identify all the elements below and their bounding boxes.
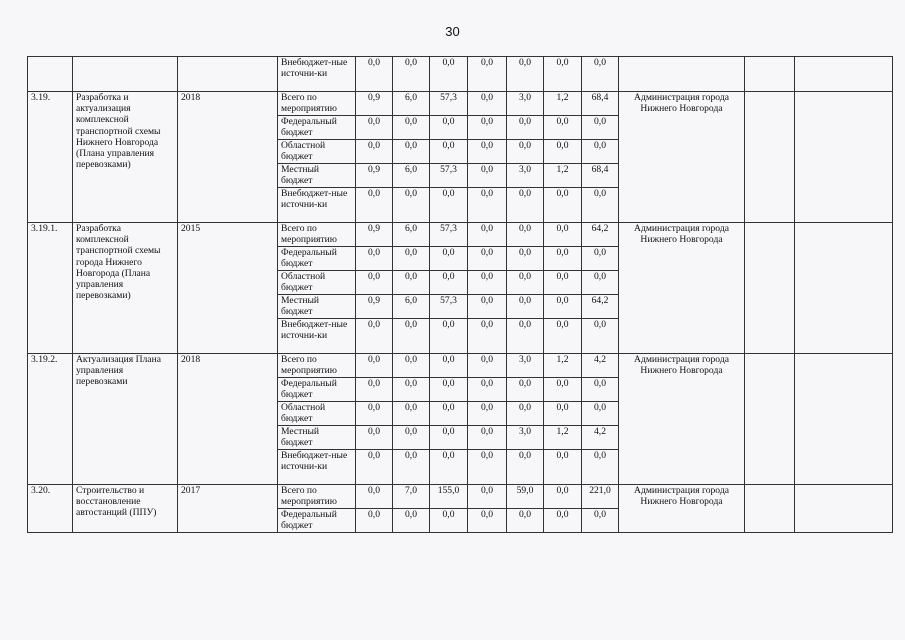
value-cell: 0,0 [430, 116, 468, 140]
value-cell: 0,0 [468, 164, 507, 188]
value-cell: 3,0 [507, 354, 544, 378]
value-cell: 0,0 [468, 92, 507, 116]
value-cell: 3,0 [507, 92, 544, 116]
value-cell: 7,0 [393, 485, 430, 509]
value-cell: 57,3 [430, 92, 468, 116]
value-cell: 57,3 [430, 223, 468, 247]
value-cell: 0,0 [430, 140, 468, 164]
value-cell: 0,0 [430, 426, 468, 450]
value-cell: 0,0 [356, 450, 393, 485]
value-cell: 4,2 [582, 426, 619, 450]
value-cell: 0,0 [582, 116, 619, 140]
empty-cell [795, 485, 893, 533]
value-cell: 0,0 [356, 426, 393, 450]
value-cell: 0,0 [468, 402, 507, 426]
value-cell: 3,0 [507, 164, 544, 188]
value-cell: 0,0 [544, 319, 582, 354]
value-cell: 0,0 [544, 402, 582, 426]
value-cell: 0,0 [582, 57, 619, 92]
value-cell: 155,0 [430, 485, 468, 509]
table-row [28, 57, 893, 92]
value-cell: 0,0 [393, 319, 430, 354]
value-cell: 0,0 [393, 57, 430, 92]
responsible-executor: Администрация города Нижнего Новгорода [619, 485, 745, 533]
value-cell: 0,0 [430, 509, 468, 533]
value-cell: 0,9 [356, 164, 393, 188]
value-cell: 0,0 [507, 188, 544, 223]
value-cell: 1,2 [544, 92, 582, 116]
funding-source: Федеральный бюджет [278, 509, 356, 533]
value-cell: 0,0 [356, 116, 393, 140]
value-cell: 0,0 [393, 188, 430, 223]
empty-cell [745, 485, 795, 533]
value-cell: 57,3 [430, 295, 468, 319]
item-year: 2015 [178, 223, 278, 354]
funding-source: Областной бюджет [278, 140, 356, 164]
value-cell: 0,0 [356, 378, 393, 402]
funding-source: Федеральный бюджет [278, 247, 356, 271]
value-cell: 0,0 [393, 378, 430, 402]
funding-source: Федеральный бюджет [278, 116, 356, 140]
funding-source: Всего по мероприятию [278, 223, 356, 247]
funding-source: Федеральный бюджет [278, 378, 356, 402]
table-row [28, 92, 893, 116]
funding-source: Внебюджет-ные источни-ки [278, 450, 356, 485]
value-cell: 6,0 [393, 92, 430, 116]
funding-source: Всего по мероприятию [278, 354, 356, 378]
value-cell: 0,0 [582, 402, 619, 426]
responsible-executor: Администрация города Нижнего Новгорода [619, 354, 745, 485]
value-cell: 6,0 [393, 164, 430, 188]
value-cell: 0,0 [356, 354, 393, 378]
value-cell: 0,0 [393, 354, 430, 378]
value-cell: 68,4 [582, 164, 619, 188]
value-cell: 0,0 [393, 271, 430, 295]
value-cell: 0,0 [507, 271, 544, 295]
value-cell: 0,0 [468, 140, 507, 164]
empty-cell [745, 223, 795, 354]
value-cell: 0,0 [393, 116, 430, 140]
empty-cell [795, 223, 893, 354]
value-cell: 0,0 [468, 271, 507, 295]
funding-source: Всего по мероприятию [278, 485, 356, 509]
value-cell: 0,0 [507, 402, 544, 426]
funding-source: Внебюджет-ные источни-ки [278, 57, 356, 92]
item-code: 3.19.1. [28, 223, 73, 354]
value-cell: 0,0 [468, 509, 507, 533]
value-cell: 0,0 [393, 450, 430, 485]
value-cell: 0,0 [582, 188, 619, 223]
value-cell: 0,0 [507, 295, 544, 319]
value-cell: 0,0 [544, 485, 582, 509]
value-cell: 0,0 [507, 509, 544, 533]
value-cell: 0,0 [430, 402, 468, 426]
item-year [178, 57, 278, 92]
value-cell: 0,0 [544, 116, 582, 140]
value-cell: 0,0 [544, 140, 582, 164]
value-cell: 0,0 [468, 295, 507, 319]
value-cell: 0,0 [507, 223, 544, 247]
table-row [28, 485, 893, 509]
value-cell: 1,2 [544, 164, 582, 188]
empty-cell [795, 354, 893, 485]
value-cell: 0,0 [430, 247, 468, 271]
value-cell: 0,0 [582, 378, 619, 402]
funding-source: Всего по мероприятию [278, 92, 356, 116]
value-cell: 0,0 [544, 450, 582, 485]
value-cell: 0,0 [356, 271, 393, 295]
table-row [28, 354, 893, 378]
value-cell: 0,0 [544, 295, 582, 319]
value-cell: 0,0 [544, 271, 582, 295]
value-cell: 0,0 [544, 378, 582, 402]
value-cell: 0,0 [544, 247, 582, 271]
value-cell: 0,0 [356, 402, 393, 426]
empty-cell [745, 57, 795, 92]
funding-source: Областной бюджет [278, 402, 356, 426]
value-cell: 0,0 [468, 188, 507, 223]
value-cell: 0,0 [582, 140, 619, 164]
value-cell: 0,0 [393, 426, 430, 450]
value-cell: 0,0 [468, 378, 507, 402]
value-cell: 0,0 [430, 188, 468, 223]
item-name: Актуализация Плана управления перевозками [73, 354, 178, 485]
item-year: 2018 [178, 92, 278, 223]
value-cell: 3,0 [507, 426, 544, 450]
value-cell: 0,0 [393, 509, 430, 533]
page-number: 30 [445, 24, 460, 39]
value-cell: 0,0 [430, 378, 468, 402]
value-cell: 0,0 [582, 319, 619, 354]
value-cell: 0,0 [356, 485, 393, 509]
value-cell: 0,0 [468, 57, 507, 92]
value-cell: 0,0 [582, 247, 619, 271]
value-cell: 64,2 [582, 295, 619, 319]
value-cell: 0,0 [468, 247, 507, 271]
value-cell: 221,0 [582, 485, 619, 509]
empty-cell [745, 92, 795, 223]
value-cell: 0,0 [582, 509, 619, 533]
item-name: Разработка и актуализация комплексной транспортной схемы Нижнего Новгорода (Плана управления перевозками) [73, 92, 178, 223]
item-code [28, 57, 73, 92]
funding-source: Местный бюджет [278, 295, 356, 319]
value-cell: 0,9 [356, 223, 393, 247]
item-name: Разработка комплексной транспортной схемы города Нижнего Новгорода (Плана управления перевозками) [73, 223, 178, 354]
funding-source: Внебюджет-ные источни-ки [278, 319, 356, 354]
value-cell: 0,0 [544, 223, 582, 247]
value-cell: 0,0 [356, 319, 393, 354]
item-name [73, 57, 178, 92]
value-cell: 0,0 [356, 509, 393, 533]
value-cell: 0,0 [393, 247, 430, 271]
value-cell: 0,9 [356, 295, 393, 319]
value-cell: 57,3 [430, 164, 468, 188]
value-cell: 0,0 [468, 485, 507, 509]
value-cell: 0,0 [430, 319, 468, 354]
value-cell: 4,2 [582, 354, 619, 378]
value-cell: 0,0 [544, 509, 582, 533]
item-name: Строительство и восстановление автостанций (ППУ) [73, 485, 178, 533]
value-cell: 59,0 [507, 485, 544, 509]
funding-source: Местный бюджет [278, 426, 356, 450]
value-cell: 0,0 [356, 57, 393, 92]
value-cell: 6,0 [393, 223, 430, 247]
value-cell: 0,0 [468, 223, 507, 247]
responsible-executor [619, 57, 745, 92]
value-cell: 0,0 [507, 140, 544, 164]
value-cell: 6,0 [393, 295, 430, 319]
funding-source: Местный бюджет [278, 164, 356, 188]
value-cell: 0,0 [393, 402, 430, 426]
value-cell: 0,0 [393, 140, 430, 164]
value-cell: 0,0 [356, 140, 393, 164]
value-cell: 0,0 [468, 116, 507, 140]
value-cell: 68,4 [582, 92, 619, 116]
funding-source: Внебюджет-ные источни-ки [278, 188, 356, 223]
value-cell: 0,0 [507, 116, 544, 140]
item-code: 3.20. [28, 485, 73, 533]
value-cell: 0,0 [468, 319, 507, 354]
value-cell: 0,9 [356, 92, 393, 116]
value-cell: 0,0 [356, 247, 393, 271]
value-cell: 0,0 [468, 354, 507, 378]
value-cell: 0,0 [430, 271, 468, 295]
value-cell: 64,2 [582, 223, 619, 247]
value-cell: 0,0 [507, 319, 544, 354]
value-cell: 0,0 [430, 450, 468, 485]
value-cell: 1,2 [544, 354, 582, 378]
value-cell: 0,0 [507, 450, 544, 485]
value-cell: 0,0 [430, 354, 468, 378]
value-cell: 0,0 [430, 57, 468, 92]
table-body [28, 57, 893, 533]
value-cell: 0,0 [544, 188, 582, 223]
responsible-executor: Администрация города Нижнего Новгорода [619, 223, 745, 354]
item-code: 3.19. [28, 92, 73, 223]
empty-cell [795, 57, 893, 92]
value-cell: 0,0 [582, 450, 619, 485]
item-year: 2018 [178, 354, 278, 485]
item-year: 2017 [178, 485, 278, 533]
value-cell: 0,0 [356, 188, 393, 223]
value-cell: 0,0 [507, 378, 544, 402]
responsible-executor: Администрация города Нижнего Новгорода [619, 92, 745, 223]
table-row [28, 223, 893, 247]
value-cell: 0,0 [468, 426, 507, 450]
value-cell: 0,0 [468, 450, 507, 485]
empty-cell [795, 92, 893, 223]
value-cell: 1,2 [544, 426, 582, 450]
value-cell: 0,0 [507, 247, 544, 271]
value-cell: 0,0 [544, 57, 582, 92]
value-cell: 0,0 [507, 57, 544, 92]
budget-table [27, 56, 893, 533]
empty-cell [745, 354, 795, 485]
item-code: 3.19.2. [28, 354, 73, 485]
funding-source: Областной бюджет [278, 271, 356, 295]
value-cell: 0,0 [582, 271, 619, 295]
